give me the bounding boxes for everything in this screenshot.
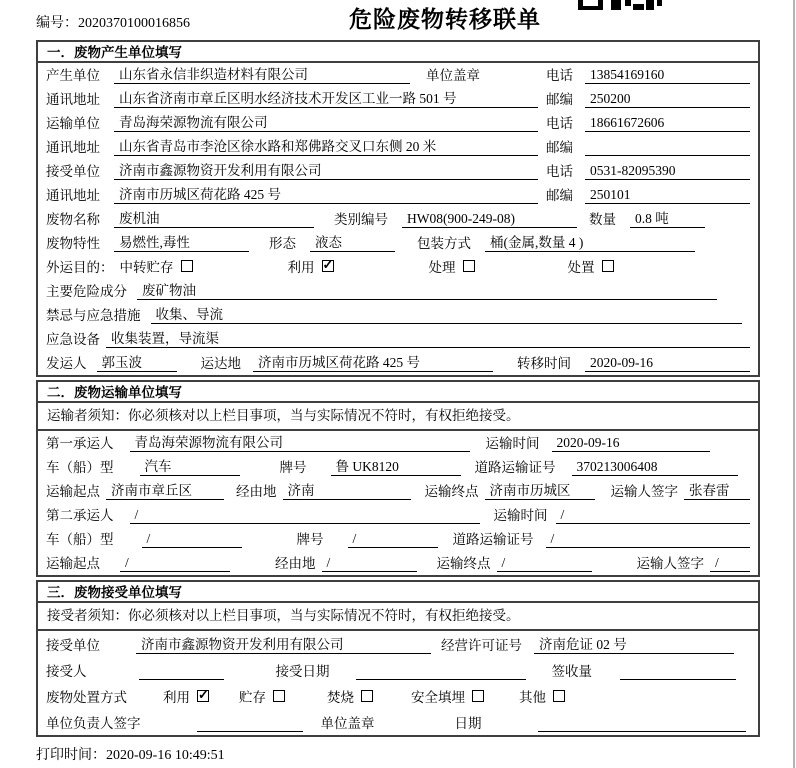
option-label: 焚烧 <box>327 690 354 705</box>
carrier-signature-value: 张春雷 <box>684 479 750 500</box>
transfer-time-value: 2020-09-16 <box>585 355 750 372</box>
quantity-value: 0.8 吨 <box>630 207 705 228</box>
origin-label: 运输起点 <box>46 556 100 571</box>
packing-label: 包装方式 <box>417 236 471 251</box>
date-value <box>538 715 747 732</box>
form-row-waste-character <box>38 231 758 255</box>
transfer-time-label: 转移时间 <box>517 356 571 371</box>
form-state-value: 液态 <box>310 231 395 252</box>
option-treat <box>429 256 475 276</box>
producer-unit-label: 产生单位 <box>46 68 100 83</box>
end-value: / <box>497 555 592 572</box>
form-row-receive-unit <box>38 631 758 657</box>
form-row-vehicle1 <box>38 455 758 479</box>
form-row-receiver-address <box>38 183 758 207</box>
plate-number-value: / <box>348 531 438 548</box>
via-label: 经由地 <box>275 556 316 571</box>
address-label: 通讯地址 <box>46 92 100 107</box>
packing-value: 桶(金属,数量 4 ) <box>485 231 695 252</box>
via-value: 济南 <box>283 479 411 500</box>
option-landfill <box>411 686 484 706</box>
second-carrier-label: 第二承运人 <box>46 508 114 523</box>
emergency-equipment-label: 应急设备 <box>46 332 100 347</box>
form-row-receiver <box>38 159 758 183</box>
waste-name-label: 废物名称 <box>46 212 100 227</box>
option-dispose <box>568 256 614 276</box>
responsible-signature-label: 单位负责人签字 <box>46 716 141 731</box>
form-row-producer <box>38 63 758 87</box>
carrier-signature-label: 运输人签字 <box>636 556 704 571</box>
first-carrier-label: 第一承运人 <box>46 436 114 451</box>
taboo-measures-value: 收集、导流 <box>151 303 743 324</box>
section-transporter <box>36 380 760 577</box>
form-row-route2 <box>38 551 758 575</box>
address-value: 济南市历城区荷花路 425 号 <box>114 183 538 204</box>
category-code-label: 类别编号 <box>334 212 388 227</box>
purpose-label: 外运目的： <box>46 260 114 275</box>
phone-label: 电话 <box>546 68 573 83</box>
end-label: 运输终点 <box>436 556 491 571</box>
receive-date-value <box>356 663 526 680</box>
receive-person-value <box>139 663 224 680</box>
option-label: 其他 <box>519 690 546 705</box>
section-producer <box>36 40 760 377</box>
transport-time-label: 运输时间 <box>493 508 548 523</box>
unit-seal-label: 单位盖章 <box>320 716 375 731</box>
option-label: 处理 <box>428 260 456 275</box>
print-time-value: 2020-09-16 10:49:51 <box>106 748 225 763</box>
permit-number-value: 济南危证 02 号 <box>534 633 734 654</box>
destination-label: 运达地 <box>200 356 241 371</box>
phone-value: 13854169160 <box>585 67 750 84</box>
page-title: 危险废物转移联单 <box>349 7 541 32</box>
taboo-measures-label: 禁忌与应急措施 <box>46 308 141 323</box>
receiver-unit-label: 接受单位 <box>46 164 100 179</box>
form-row-carrier1 <box>38 431 758 455</box>
option-store <box>239 686 285 706</box>
plate-number-label: 牌号 <box>279 460 307 475</box>
zip-value: 250200 <box>585 91 750 108</box>
received-amount-label: 签收量 <box>551 664 592 679</box>
serial-label: 编号： <box>36 16 78 31</box>
option-label: 安全填埋 <box>411 690 465 705</box>
transport-time-value: 2020-09-16 <box>552 435 711 452</box>
road-permit-label: 道路运输证号 <box>474 460 556 475</box>
address-value: 山东省青岛市李沧区徐水路和郑佛路交叉口东侧 20 米 <box>114 135 538 156</box>
form-row-producer-address <box>38 87 758 111</box>
form-row-disposal <box>38 683 758 709</box>
form-row-equipment <box>38 327 758 351</box>
form-row-transporter-address <box>38 135 758 159</box>
print-time-label: 打印时间： <box>36 748 106 763</box>
checkbox-transit-storage[interactable] <box>181 260 193 272</box>
waste-name-value: 废机油 <box>114 207 314 228</box>
destination-value: 济南市历城区荷花路 425 号 <box>253 351 493 372</box>
end-label: 运输终点 <box>424 484 479 499</box>
consignor-value: 郭玉波 <box>97 351 177 372</box>
form-row-vehicle2 <box>38 527 758 551</box>
via-value: / <box>322 555 417 572</box>
date-label: 日期 <box>454 716 482 731</box>
receive-person-label: 接受人 <box>46 664 87 679</box>
form-row-purpose <box>38 255 758 279</box>
producer-unit-value: 山东省永信非织造材料有限公司 <box>114 63 410 84</box>
address-label: 通讯地址 <box>46 140 100 155</box>
phone-value: 18661672606 <box>585 115 750 132</box>
category-code-value: HW08(900-249-08) <box>402 211 577 228</box>
serial-number <box>36 12 190 32</box>
receiver-notice: 接受者须知：你必须核对以上栏目事项，当与实际情况不符时，有权拒绝接受。 <box>38 603 758 631</box>
transport-time-value: / <box>556 507 751 524</box>
form-state-label: 形态 <box>269 236 296 251</box>
section-receiver <box>36 580 760 737</box>
vehicle-type-value: / <box>142 531 242 548</box>
responsible-signature-value <box>197 715 303 732</box>
road-permit-label: 道路运输证号 <box>452 532 534 547</box>
carrier-signature-value: / <box>710 555 750 572</box>
form-row-carrier2 <box>38 503 758 527</box>
plate-number-label: 牌号 <box>296 532 324 547</box>
permit-number-label: 经营许可证号 <box>441 638 522 653</box>
transport-unit-value: 青岛海荣源物流有限公司 <box>114 111 538 132</box>
checkbox-store[interactable] <box>273 690 285 702</box>
transport-time-label: 运输时间 <box>485 436 540 451</box>
plate-number-value: 鲁 UK8120 <box>331 455 461 476</box>
option-label: 利用 <box>163 690 190 705</box>
form-row-waste-name <box>38 207 758 231</box>
zip-label: 邮编 <box>546 92 573 107</box>
checkbox-dispose[interactable] <box>602 260 614 272</box>
option-label: 中转贮存 <box>119 260 174 275</box>
road-permit-value: 370213006408 <box>572 459 739 476</box>
vehicle-type-value: 汽车 <box>140 455 240 476</box>
checkbox-utilize[interactable] <box>197 690 209 702</box>
phone-label: 电话 <box>546 164 573 179</box>
waste-character-label: 废物特性 <box>46 236 100 251</box>
checkbox-incinerate[interactable] <box>361 690 373 702</box>
form-row-responsible-signature <box>38 709 758 735</box>
origin-value: 济南市章丘区 <box>106 479 224 500</box>
receive-date-label: 接受日期 <box>275 664 330 679</box>
address-value: 山东省济南市章丘区明水经济技术开发区工业一路 501 号 <box>114 87 538 108</box>
waste-character-value: 易燃性,毒性 <box>114 231 249 252</box>
disposal-method-label: 废物处置方式 <box>46 690 127 705</box>
print-time <box>0 740 796 764</box>
transporter-notice: 运输者须知：你必须核对以上栏目事项，当与实际情况不符时，有权拒绝接受。 <box>38 403 758 431</box>
zip-value: 250101 <box>585 187 750 204</box>
option-label: 利用 <box>287 260 315 275</box>
form-row-route1 <box>38 479 758 503</box>
unit-seal-label: 单位盖章 <box>426 68 480 83</box>
form-row-transporter <box>38 111 758 135</box>
transport-unit-label: 运输单位 <box>46 116 100 131</box>
quantity-label: 数量 <box>589 212 616 227</box>
section-receiver-heading: 三．废物接受单位填写 <box>38 582 758 603</box>
via-label: 经由地 <box>236 484 277 499</box>
first-carrier-value: 青岛海荣源物流有限公司 <box>130 431 470 452</box>
receive-unit-value: 济南市鑫源物资开发利用有限公司 <box>136 633 431 654</box>
zip-value-empty <box>585 139 750 156</box>
consignor-label: 发运人 <box>46 356 87 371</box>
document-header <box>0 0 796 40</box>
address-label: 通讯地址 <box>46 188 100 203</box>
option-utilize <box>288 256 334 276</box>
option-utilize <box>163 686 209 706</box>
form-row-consignor <box>38 351 758 375</box>
serial-value: 2020370100016856 <box>78 16 190 31</box>
vehicle-type-label: 车（船）型 <box>46 532 114 547</box>
form-row-taboo <box>38 303 758 327</box>
checkbox-utilize[interactable] <box>322 260 334 272</box>
hazard-label: 主要危险成分 <box>46 284 127 299</box>
emergency-equipment-value: 收集装置，导流渠 <box>106 327 750 348</box>
receiver-unit-value: 济南市鑫源物资开发利用有限公司 <box>114 159 538 180</box>
section-transporter-heading: 二．废物运输单位填写 <box>38 382 758 403</box>
road-permit-value: / <box>546 531 751 548</box>
zip-label: 邮编 <box>546 188 573 203</box>
phone-value: 0531-82095390 <box>585 163 750 180</box>
option-other <box>519 686 565 706</box>
option-incinerate <box>327 686 373 706</box>
option-label: 贮存 <box>239 690 266 705</box>
page-right-edge <box>793 0 795 768</box>
checkbox-landfill[interactable] <box>472 690 484 702</box>
checkbox-other[interactable] <box>553 690 565 702</box>
phone-label: 电话 <box>546 116 573 131</box>
option-label: 处置 <box>567 260 595 275</box>
received-amount-value <box>620 663 736 680</box>
checkbox-treat[interactable] <box>463 260 475 272</box>
origin-label: 运输起点 <box>46 484 100 499</box>
section-producer-heading: 一．废物产生单位填写 <box>38 42 758 63</box>
form-row-receive-person <box>38 657 758 683</box>
origin-value: / <box>120 555 230 572</box>
carrier-signature-label: 运输人签字 <box>610 484 678 499</box>
end-value: 济南市历城区 <box>485 479 595 500</box>
form-row-hazard <box>38 279 758 303</box>
receive-unit-label: 接受单位 <box>46 638 100 653</box>
zip-label: 邮编 <box>546 140 573 155</box>
vehicle-type-label: 车（船）型 <box>46 460 114 475</box>
hazard-value: 废矿物油 <box>137 279 717 300</box>
second-carrier-value: / <box>130 507 480 524</box>
option-transit-storage <box>120 256 193 276</box>
qr-code-fragment-icon <box>578 0 662 10</box>
